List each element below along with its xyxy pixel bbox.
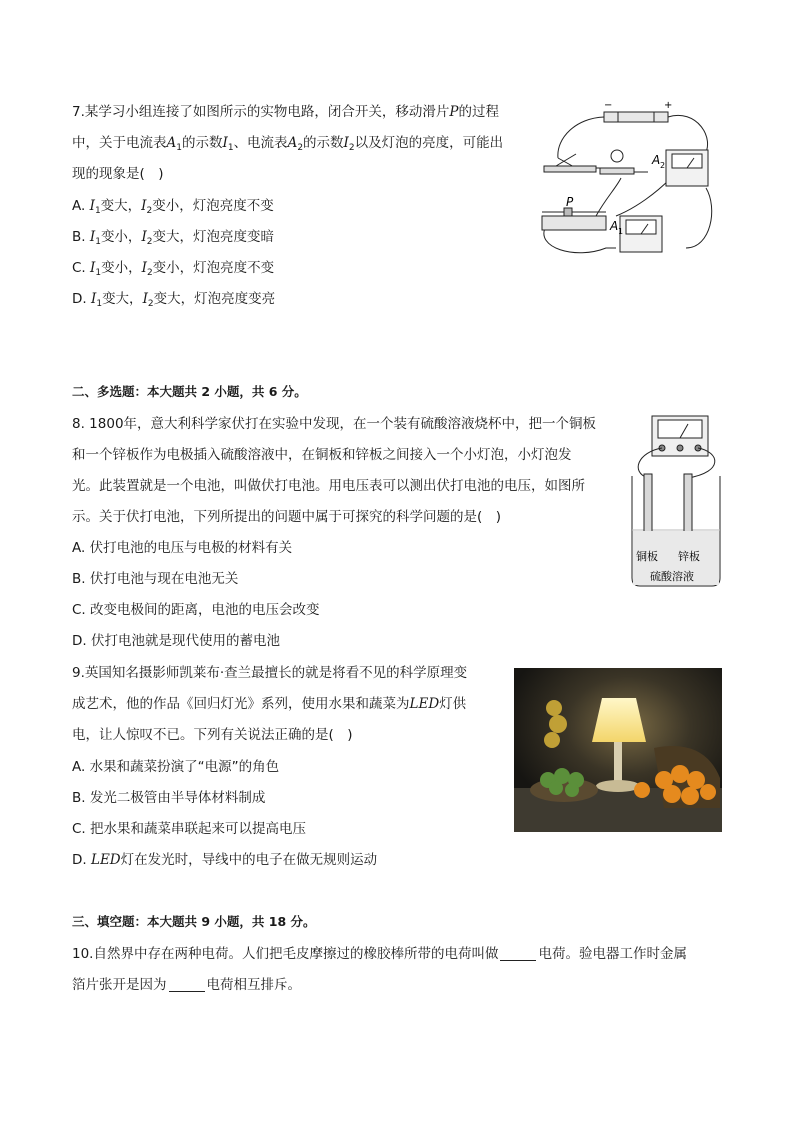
q8-fig-solution-label: 硫酸溶液: [650, 570, 694, 583]
q9-stem-line2: 成艺术，他的作品《回归灯光》系列，使用水果和蔬菜为LED灯供: [72, 696, 467, 712]
q8-stem-line4: 示。关于伏打电池，下列所提出的问题中属于可探究的科学问题的是( ): [72, 509, 502, 525]
q7-fig-a1-label: A: [610, 219, 619, 233]
section-3-heading: 三、填空题：本大题共 9 小题，共 18 分。: [72, 914, 316, 929]
q7-option-b[interactable]: B. $I_1$变小，$I_2$变大，灯泡亮度变暗: [72, 229, 275, 247]
q7-option-a[interactable]: A. $I_1$变大，$I_2$变小，灯泡亮度不变: [72, 198, 274, 216]
q7-fig-a1-sub: 1: [618, 227, 624, 236]
lamp-base: [596, 780, 640, 792]
q7-circuit-figure: [536, 98, 722, 266]
q7-fig-p-label: P: [566, 195, 574, 209]
q7-fig-plus: +: [664, 100, 673, 111]
q8-option-b[interactable]: B. 伏打电池与现在电池无关: [72, 571, 239, 587]
q9-option-a[interactable]: A. 水果和蔬菜扮演了“电源”的角色: [72, 759, 280, 775]
q7-fig-a2-label: A: [652, 153, 661, 167]
q9-option-b[interactable]: B. 发光二极管由半导体材料制成: [72, 790, 266, 806]
q7-stem-line2: 中，关于电流表$A_1$的示数$I_1$、电流表$A_2$的示数$I_2$以及灯泡的亮度，可能出: [72, 135, 504, 153]
q9-fruit-lamp-photo: [514, 668, 722, 832]
section-2-heading: 二、多选题：本大题共 2 小题，共 6 分。: [72, 384, 307, 399]
q8-fig-zinc-label: 锌板: [678, 550, 700, 563]
q7-option-d[interactable]: D. $I_1$变大，$I_2$变大，灯泡亮度变亮: [72, 291, 276, 309]
q8-stem-line2: 和一个锌板作为电极插入硫酸溶液中，在铜板和锌板之间接入一个小灯泡，小灯泡发: [72, 447, 572, 463]
q8-stem-line3: 光。此装置就是一个电池，叫做伏打电池。用电压表可以测出伏打电池的电压，如图所: [72, 478, 585, 494]
q10-stem-line2: 箔片张开是因为 电荷相互排斥。: [72, 977, 301, 993]
q8-voltaic-cell-figure: [628, 412, 724, 592]
q10-blank-1[interactable]: [500, 946, 536, 961]
q8-option-a[interactable]: A. 伏打电池的电压与电极的材料有关: [72, 540, 293, 556]
q8-fig-copper-label: 铜板: [636, 550, 658, 563]
q8-option-d[interactable]: D. 伏打电池就是现代使用的蓄电池: [72, 633, 280, 649]
lamp-stem: [614, 742, 622, 782]
q7-stem-line3: 现的现象是( ): [72, 166, 164, 182]
q9-option-c[interactable]: C. 把水果和蔬菜串联起来可以提高电压: [72, 821, 307, 837]
q7-option-c[interactable]: C. $I_1$变小，$I_2$变小，灯泡亮度不变: [72, 260, 275, 278]
q9-stem-line1: 9.英国知名摄影师凯莱布·查兰最擅长的就是将看不见的科学原理变: [72, 665, 468, 681]
q10-stem-line1: 10.自然界中存在两种电荷。人们把毛皮摩擦过的橡胶棒所带的电荷叫做 电荷。验电器工作时金属: [72, 946, 687, 962]
q9-stem-line3: 电，让人惊叹不已。下列有关说法正确的是( ): [72, 727, 353, 743]
q7-fig-a2-sub: 2: [660, 161, 666, 170]
q7-fig-minus: −: [604, 100, 613, 111]
q10-blank-2[interactable]: [169, 977, 205, 992]
q7-stem-line1: 7.某学习小组连接了如图所示的实物电路，闭合开关，移动滑片P的过程: [72, 104, 499, 120]
q9-option-d[interactable]: D. LED灯在发光时，导线中的电子在做无规则运动: [72, 852, 378, 868]
q8-option-c[interactable]: C. 改变电极间的距离，电池的电压会改变: [72, 602, 320, 618]
q8-stem-line1: 8. 1800年，意大利科学家伏打在实验中发现，在一个装有硫酸溶液烧杯中，把一个铜板: [72, 416, 597, 432]
